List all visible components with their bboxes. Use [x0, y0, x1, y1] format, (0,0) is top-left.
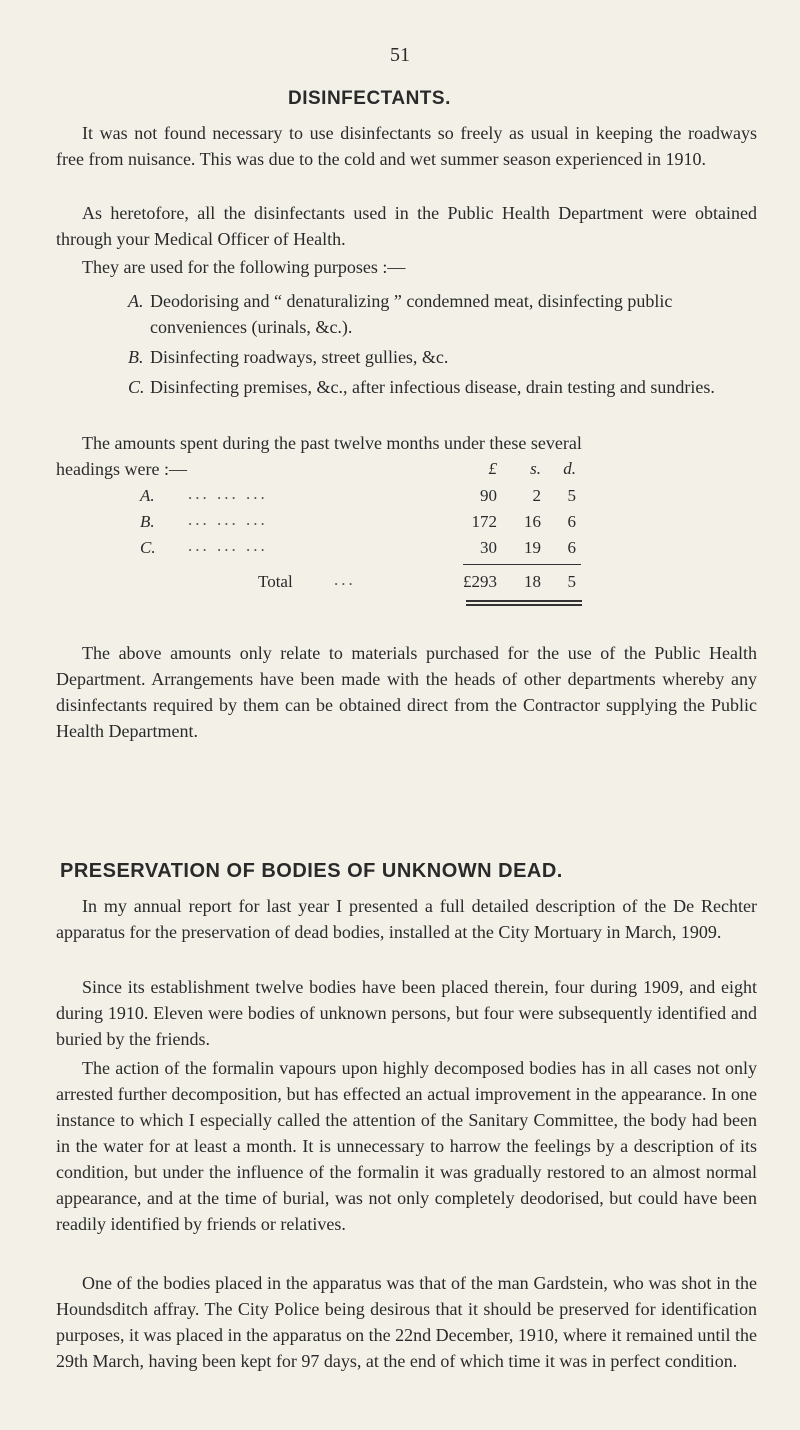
row-dots: ... ... ... — [188, 510, 268, 529]
paragraph-preservation-4: One of the bodies placed in the apparatus was that of the man Gardstein, who was shot in the Houndsditch affray. The City Police being desirous that it should be preserved for identification purposes, it was placed in the apparatus on the 22nd December, 1910, where it remained until the 29th March, having been kept for 97 days, at the end of which time it was in perfect condition. — [56, 1273, 757, 1371]
total-pounds: £293 — [463, 572, 497, 591]
purpose-text: Disinfecting roadways, street gullies, &c. — [150, 347, 449, 367]
header-shillings: s. — [530, 459, 541, 478]
total-shillings: 18 — [524, 572, 541, 591]
row-label-c: C. — [140, 538, 156, 557]
cell-pounds: 30 — [480, 538, 497, 557]
amounts-intro-line1: The amounts spent during the past twelve months under these several — [82, 433, 582, 453]
row-dots: ... ... ... — [188, 536, 268, 555]
cell-pounds: 90 — [480, 486, 497, 505]
purpose-mark: A. — [128, 291, 144, 311]
purpose-item-a — [128, 288, 760, 340]
purpose-text: Disinfecting premises, &c., after infectious disease, drain testing and sundries. — [150, 377, 715, 397]
section-title-preservation: PRESERVATION OF BODIES OF UNKNOWN DEAD. — [60, 860, 563, 882]
header-pence: d. — [563, 459, 576, 478]
purpose-text: Deodorising and “ denaturalizing ” condemned meat, disinfecting public conveniences (urinals, &c.). — [150, 291, 673, 337]
paragraph-purposes-intro: They are used for the following purposes :— — [82, 257, 406, 277]
purpose-item-b — [128, 344, 760, 370]
paragraph-disinfectants-1: It was not found necessary to use disinfectants so freely as usual in keeping the roadways free from nuisance. This was due to the cold and wet summer season experienced in 1910. — [56, 123, 757, 169]
total-dots: ... — [334, 570, 356, 589]
row-label-a: A. — [140, 486, 155, 505]
amounts-intro-line2: headings were :— — [56, 459, 187, 479]
paragraph-preservation-2: Since its establishment twelve bodies have been placed therein, four during 1909, and eight during 1910. Eleven were bodies of unknown persons, but four were subsequently identified and buried by the friends. — [56, 977, 757, 1049]
purpose-mark: B. — [128, 347, 144, 367]
total-label: Total — [258, 572, 293, 591]
paragraph-preservation-1: In my annual report for last year I presented a full detailed description of the De Rechter apparatus for the preservation of dead bodies, installed at the City Mortuary in March, 1909. — [56, 896, 757, 942]
paragraph-preservation-3: The action of the formalin vapours upon highly decomposed bodies has in all cases not only arrested further decomposition, but has effected an actual improvement in the appearance. In one instance to which I especially called the attention of the Sanitary Committee, the body had been in the water for at least a month. It is unnecessary to harrow the feelings by a description of its condition, but under the influence of the formalin it was gradually restored to an almost normal appearance, and at the time of burial, was not only completely deodorised, but could have been readily identified by friends or relatives. — [56, 1058, 757, 1234]
cell-pounds: 172 — [471, 512, 497, 531]
cell-shillings: 19 — [524, 538, 541, 557]
total-double-rule — [466, 600, 582, 606]
cell-shillings: 16 — [524, 512, 541, 531]
cell-pence: 6 — [567, 538, 576, 557]
subtotal-rule — [463, 564, 581, 565]
paragraph-disinfectants-2: As heretofore, all the disinfectants used in the Public Health Department were obtained through your Medical Officer of Health. — [56, 203, 757, 249]
purpose-mark: C. — [128, 377, 145, 397]
header-pounds: £ — [488, 459, 497, 478]
purpose-item-c — [128, 374, 760, 400]
cell-pence: 5 — [567, 486, 576, 505]
cell-pence: 6 — [567, 512, 576, 531]
row-label-b: B. — [140, 512, 155, 531]
row-dots: ... ... ... — [188, 484, 268, 503]
cell-shillings: 2 — [532, 486, 541, 505]
section-title-disinfectants: DISINFECTANTS. — [288, 88, 451, 109]
paragraph-disinfectants-materials: The above amounts only relate to materials purchased for the use of the Public Health Department. Arrangements have been made with the heads of other departments whereby any disinfectants required by them can be obtained direct from the Contractor supplying the Public Health Department. — [56, 643, 757, 741]
total-pence: 5 — [567, 572, 576, 591]
page-number: 51 — [390, 44, 410, 66]
